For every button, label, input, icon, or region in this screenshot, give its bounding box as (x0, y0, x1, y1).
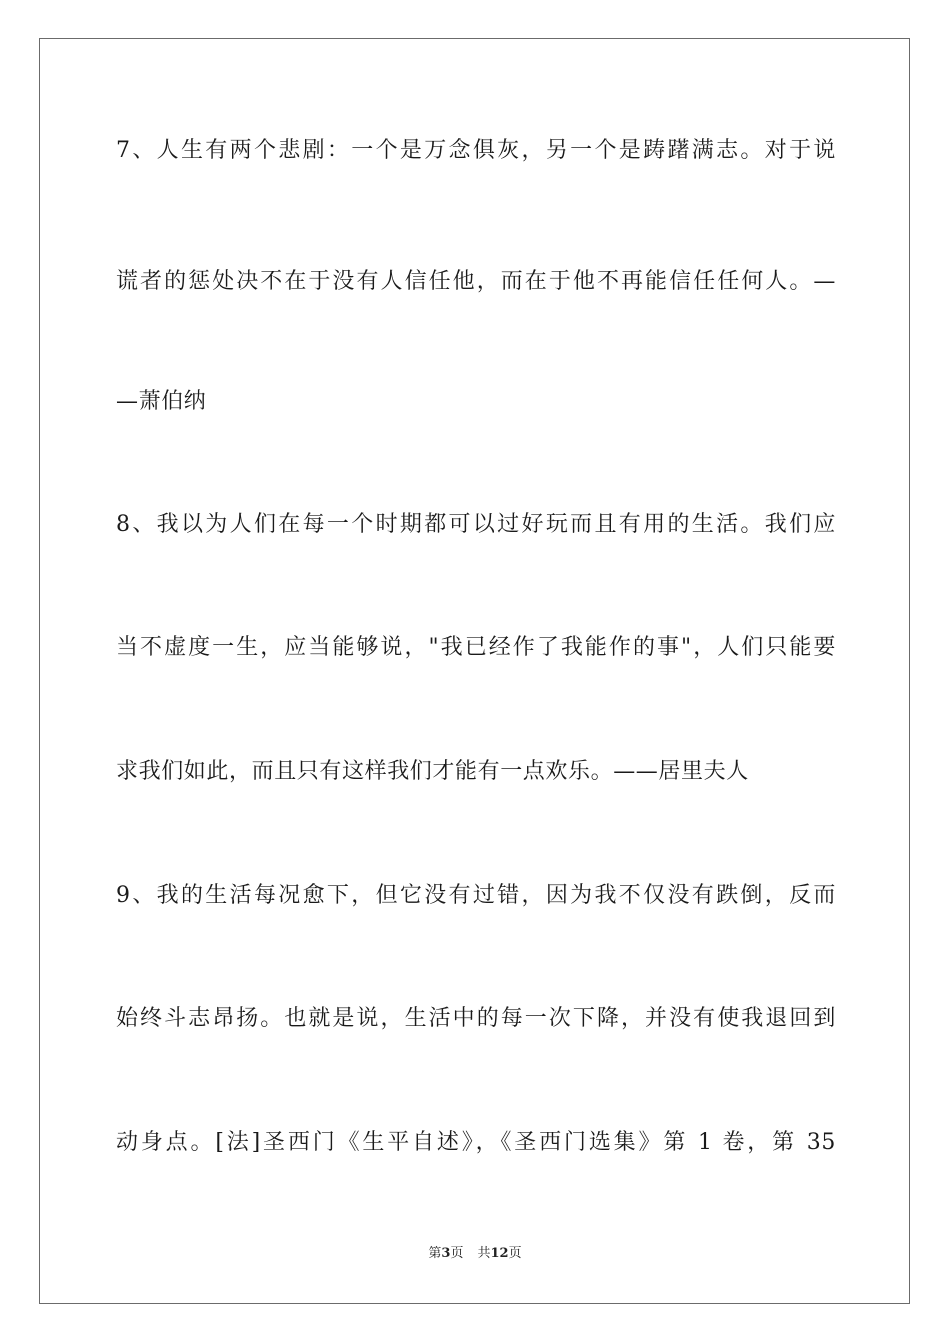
total-pages: 12 (490, 1246, 509, 1261)
text-line: 7、人生有两个悲剧：一个是万念俱灰，另一个是踌躇满志。对于说 (116, 138, 836, 163)
text-line: 当不虚度一生，应当能够说，"我已经作了我能作的事"，人们只能要 (116, 635, 836, 660)
text-line: 9、我的生活每况愈下，但它没有过错，因为我不仅没有跌倒，反而 (116, 883, 836, 908)
total-prefix: 共 (477, 1246, 491, 1261)
page-number: 3 (441, 1246, 451, 1261)
page-footer (0, 1245, 950, 1263)
text-line: —萧伯纳 (116, 389, 207, 414)
text-line: 动身点。[法]圣西门《生平自述》，《圣西门选集》第 1 卷，第 35 (116, 1130, 836, 1155)
text-line: 始终斗志昂扬。也就是说，生活中的每一次下降，并没有使我退回到 (116, 1006, 836, 1031)
text-line: 8、我以为人们在每一个时期都可以过好玩而且有用的生活。我们应 (116, 512, 836, 537)
page-prefix: 第 (428, 1246, 442, 1261)
page-suffix: 页 (450, 1246, 464, 1261)
text-line: 谎者的惩处决不在于没有人信任他，而在于他不再能信任任何人。— (116, 269, 836, 294)
text-line: 求我们如此，而且只有这样我们才能有一点欢乐。——居里夫人 (116, 759, 749, 784)
total-suffix: 页 (508, 1246, 522, 1261)
page-frame (39, 38, 910, 1304)
